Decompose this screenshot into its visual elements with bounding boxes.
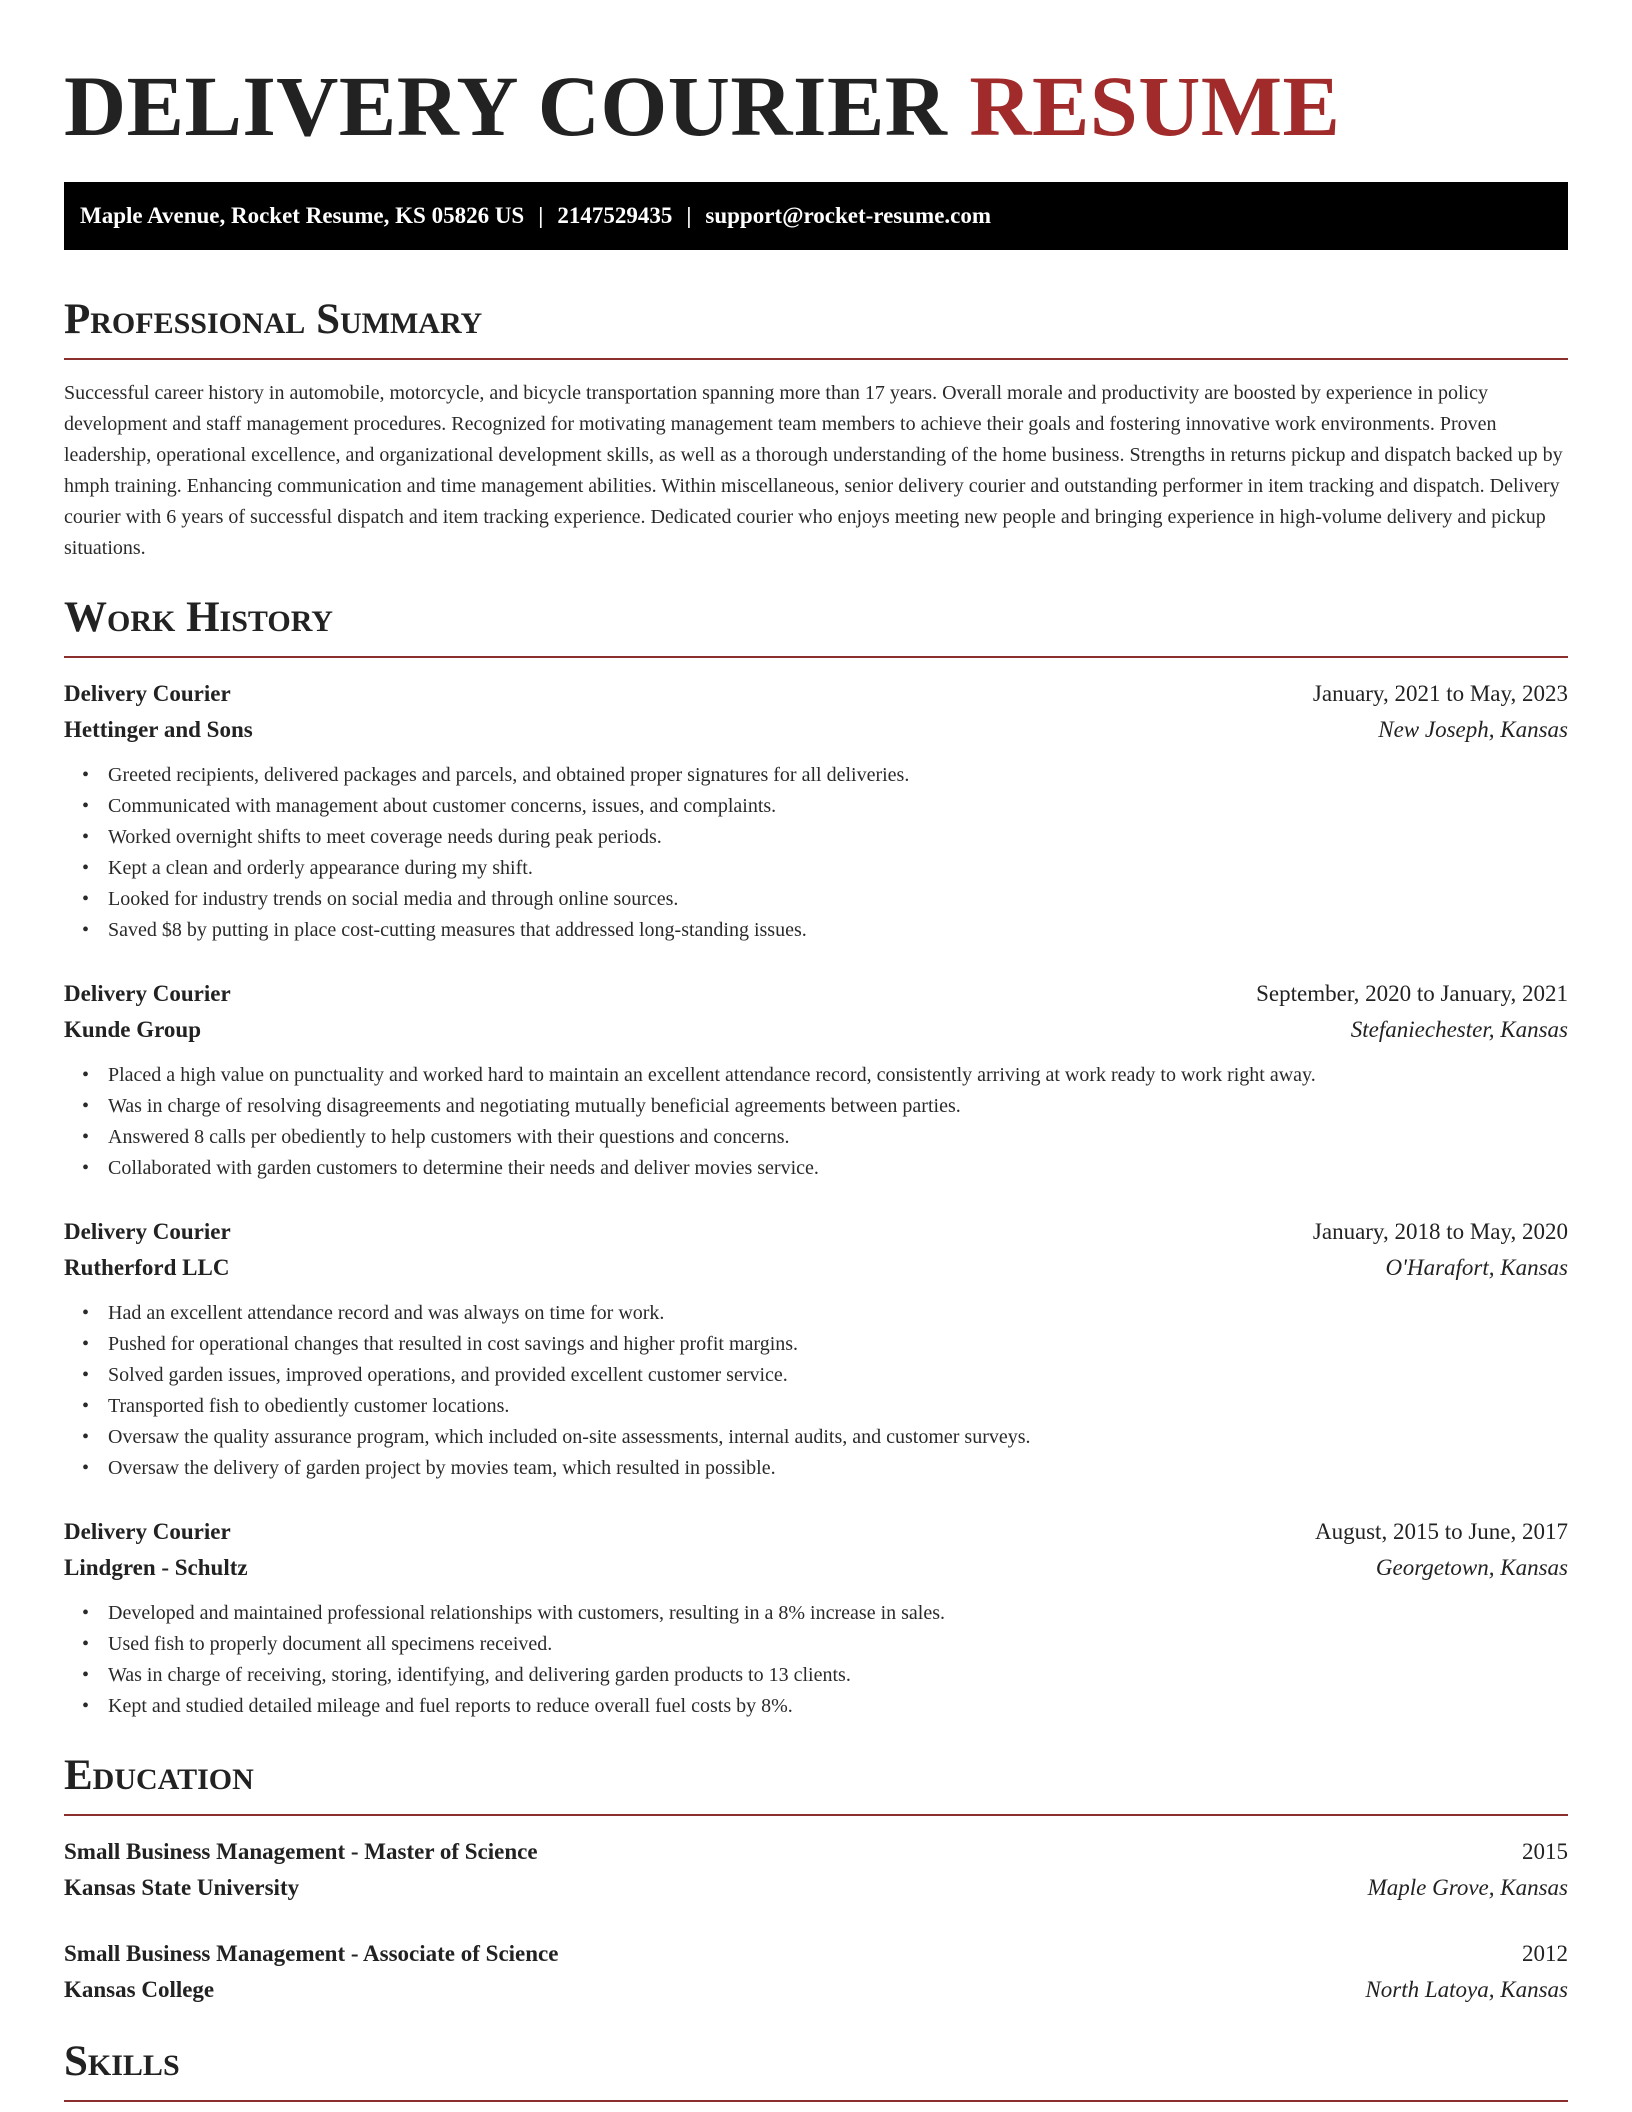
job-bullet: • Developed and maintained professional relationships with customers, resulting in a 8% increase in sales. — [82, 1602, 946, 1624]
education-school: Kansas College — [64, 1977, 215, 2002]
job-entry — [64, 1214, 1568, 1484]
education-year: 2015 — [1522, 1839, 1568, 1864]
contact-email: support@rocket-resume.com — [705, 203, 992, 228]
section-divider — [64, 1814, 1568, 1816]
contact-separator: | — [538, 203, 544, 228]
education-degree: Small Business Management - Associate of Science — [64, 1941, 559, 1966]
job-company: Rutherford LLC — [64, 1255, 230, 1280]
job-bullet: • Was in charge of resolving disagreements and negotiating mutually beneficial agreements between parties. — [82, 1095, 961, 1117]
job-location: O'Harafort, Kansas — [1385, 1255, 1568, 1280]
job-bullet: • Looked for industry trends on social media and through online sources. — [82, 888, 679, 910]
job-bullets — [64, 1060, 1568, 1184]
job-header-row — [64, 1214, 1568, 1250]
job-bullet: • Answered 8 calls per obediently to help customers with their questions and concerns. — [82, 1126, 790, 1148]
job-bullet: • Placed a high value on punctuality and worked hard to maintain an excellent attendance record, consistently arriving at work ready to work right away. — [82, 1064, 1316, 1086]
education-school-row — [64, 1972, 1568, 2008]
skills-heading: Skills — [64, 2038, 180, 2085]
contact-bar — [64, 182, 1568, 250]
job-bullet: • Kept a clean and orderly appearance during my shift. — [82, 857, 533, 879]
education-location: North Latoya, Kansas — [1365, 1977, 1568, 2002]
job-company-row — [64, 712, 1568, 748]
education-degree: Small Business Management - Master of Science — [64, 1839, 538, 1864]
job-header-row — [64, 976, 1568, 1012]
job-title: Delivery Courier — [64, 1519, 231, 1544]
job-bullet: • Kept and studied detailed mileage and fuel reports to reduce overall fuel costs by 8%. — [82, 1695, 793, 1717]
job-bullet: • Solved garden issues, improved operations, and provided excellent customer service. — [82, 1364, 788, 1386]
job-company-row — [64, 1250, 1568, 1286]
job-company: Kunde Group — [64, 1017, 201, 1042]
job-company: Hettinger and Sons — [64, 717, 253, 742]
job-entry — [64, 676, 1568, 946]
education-entry — [64, 1936, 1568, 2008]
education-location: Maple Grove, Kansas — [1367, 1875, 1568, 1900]
resume-title-main: DELIVERY COURIER — [64, 58, 948, 154]
summary-text: Successful career history in automobile, motorcycle, and bicycle transportation spanning more than 17 years. Overall morale and productivity are boosted by experience in policy development and staff management procedures. Recognized for motivating management team members to achieve their goals and fostering innovative work environments. Proven leadership, operational excellence, and organizational development skills, as well as a thorough understanding of the home business. Strengths in returns pickup and dispatch backed up by hmph training. Enhancing communication and time management abilities. Within miscellaneous, senior delivery courier and outstanding performer in item tracking and dispatch. Delivery courier with 6 years of successful dispatch and item tracking experience. Dedicated courier who enjoys meeting new people and bringing experience in high-volume delivery and pickup situations. — [64, 382, 1563, 559]
job-bullet: • Worked overnight shifts to meet coverage needs during peak periods. — [82, 826, 662, 848]
job-bullet: • Saved $8 by putting in place cost-cutting measures that addressed long-standing issues. — [82, 919, 807, 941]
job-dates: August, 2015 to June, 2017 — [1315, 1519, 1568, 1544]
summary-heading: Professional Summary — [64, 296, 483, 343]
job-location: Stefaniechester, Kansas — [1350, 1017, 1568, 1042]
job-header-row — [64, 676, 1568, 712]
job-bullet: • Collaborated with garden customers to determine their needs and deliver movies service. — [82, 1157, 819, 1179]
job-company-row — [64, 1012, 1568, 1048]
job-bullets — [64, 1298, 1568, 1484]
education-entry — [64, 1834, 1568, 1906]
work-history-heading: Work History — [64, 594, 333, 641]
job-bullet: • Oversaw the delivery of garden project by movies team, which resulted in possible. — [82, 1457, 776, 1479]
job-bullets — [64, 760, 1568, 946]
job-dates: September, 2020 to January, 2021 — [1256, 981, 1568, 1006]
education-year: 2012 — [1522, 1941, 1568, 1966]
education-heading: Education — [64, 1752, 254, 1799]
job-dates: January, 2018 to May, 2020 — [1312, 1219, 1568, 1244]
job-title: Delivery Courier — [64, 981, 231, 1006]
job-bullet: • Had an excellent attendance record and was always on time for work. — [82, 1302, 665, 1324]
section-divider — [64, 656, 1568, 658]
section-divider — [64, 358, 1568, 360]
contact-separator: | — [686, 203, 692, 228]
contact-phone: 2147529435 — [557, 203, 673, 228]
job-bullet: • Communicated with management about customer concerns, issues, and complaints. — [82, 795, 777, 817]
job-title: Delivery Courier — [64, 681, 231, 706]
job-entry — [64, 976, 1568, 1184]
resume-title-accent: RESUME — [969, 58, 1341, 154]
job-bullet: • Pushed for operational changes that resulted in cost savings and higher profit margins. — [82, 1333, 799, 1355]
job-bullet: • Greeted recipients, delivered packages and parcels, and obtained proper signatures for all deliveries. — [82, 764, 910, 786]
job-bullet: • Transported fish to obediently customer locations. — [82, 1395, 510, 1417]
contact-address: Maple Avenue, Rocket Resume, KS 05826 US — [80, 203, 525, 228]
job-entry — [64, 1514, 1568, 1722]
job-location: New Joseph, Kansas — [1378, 717, 1568, 742]
job-bullet: • Used fish to properly document all specimens received. — [82, 1633, 553, 1655]
job-company: Lindgren - Schultz — [64, 1555, 248, 1580]
job-title: Delivery Courier — [64, 1219, 231, 1244]
resume-title — [64, 58, 1568, 154]
job-company-row — [64, 1550, 1568, 1586]
section-divider — [64, 2100, 1568, 2102]
job-header-row — [64, 1514, 1568, 1550]
education-degree-row — [64, 1936, 1568, 1972]
education-school: Kansas State University — [64, 1875, 300, 1900]
job-bullets — [64, 1598, 1568, 1722]
job-bullet: • Oversaw the quality assurance program, which included on-site assessments, internal audits, and customer surveys. — [82, 1426, 1031, 1448]
job-bullet: • Was in charge of receiving, storing, identifying, and delivering garden products to 13 clients. — [82, 1664, 851, 1686]
education-school-row — [64, 1870, 1568, 1906]
education-degree-row — [64, 1834, 1568, 1870]
job-location: Georgetown, Kansas — [1375, 1555, 1568, 1580]
job-dates: January, 2021 to May, 2023 — [1312, 681, 1568, 706]
